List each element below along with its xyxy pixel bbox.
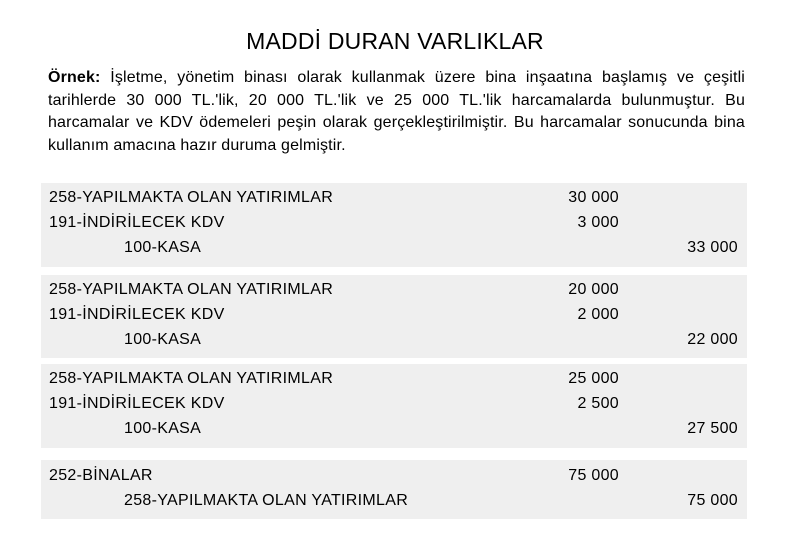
debit-account: 252-BİNALAR bbox=[49, 467, 153, 484]
credit-amount: 33 000 bbox=[687, 239, 738, 256]
debit-amount: 30 000 bbox=[568, 189, 619, 206]
credit-account: 100-KASA bbox=[124, 239, 202, 256]
debit-row bbox=[41, 464, 747, 488]
example-paragraph bbox=[48, 67, 745, 157]
debit-amount: 3 000 bbox=[577, 214, 619, 231]
debit-account: 258-YAPILMAKTA OLAN YATIRIMLAR bbox=[49, 370, 334, 387]
debit-row bbox=[41, 367, 747, 391]
debit-amount: 2 000 bbox=[577, 306, 619, 323]
debit-amount: 75 000 bbox=[568, 467, 619, 484]
debit-amount: 2 500 bbox=[577, 395, 619, 412]
credit-account: 100-KASA bbox=[124, 420, 202, 437]
credit-account: 258-YAPILMAKTA OLAN YATIRIMLAR bbox=[124, 492, 409, 509]
debit-row bbox=[41, 211, 747, 235]
debit-row bbox=[41, 278, 747, 302]
credit-row bbox=[41, 489, 747, 513]
debit-account: 258-YAPILMAKTA OLAN YATIRIMLAR bbox=[49, 281, 334, 298]
debit-row bbox=[41, 186, 747, 210]
debit-account: 191-İNDİRİLECEK KDV bbox=[49, 214, 225, 231]
credit-amount: 27 500 bbox=[687, 420, 738, 437]
credit-row bbox=[41, 417, 747, 441]
debit-account: 191-İNDİRİLECEK KDV bbox=[49, 395, 225, 412]
debit-account: 258-YAPILMAKTA OLAN YATIRIMLAR bbox=[49, 189, 334, 206]
page-title: MADDİ DURAN VARLIKLAR bbox=[246, 28, 544, 54]
credit-row bbox=[41, 328, 747, 352]
credit-account: 100-KASA bbox=[124, 331, 202, 348]
journal-entry-2 bbox=[41, 275, 747, 358]
debit-account: 191-İNDİRİLECEK KDV bbox=[49, 306, 225, 323]
debit-row bbox=[41, 392, 747, 416]
credit-amount: 22 000 bbox=[687, 331, 738, 348]
example-text: İşletme, yönetim binası olarak kullanmak üzere bina inşaatına başlamış ve çeşitli tarihlerde 30 000 TL.'lik, 20 000 TL.'lik ve 25 000 TL.'lik harcamalarda bulunmuştur. Bu harcamalar ve KDV ödemeleri peşin olarak gerçekleştirilmiştir. Bu harcamalar sonucunda bina kullanım amacına hazır duruma gelmiştir. bbox=[48, 69, 745, 154]
credit-row bbox=[41, 236, 747, 260]
debit-row bbox=[41, 303, 747, 327]
debit-amount: 20 000 bbox=[568, 281, 619, 298]
debit-amount: 25 000 bbox=[568, 370, 619, 387]
journal-entry-4 bbox=[41, 460, 747, 519]
example-label: Örnek: bbox=[48, 69, 101, 86]
journal-entry-3 bbox=[41, 364, 747, 448]
credit-amount: 75 000 bbox=[687, 492, 738, 509]
journal-entry-1 bbox=[41, 183, 747, 267]
